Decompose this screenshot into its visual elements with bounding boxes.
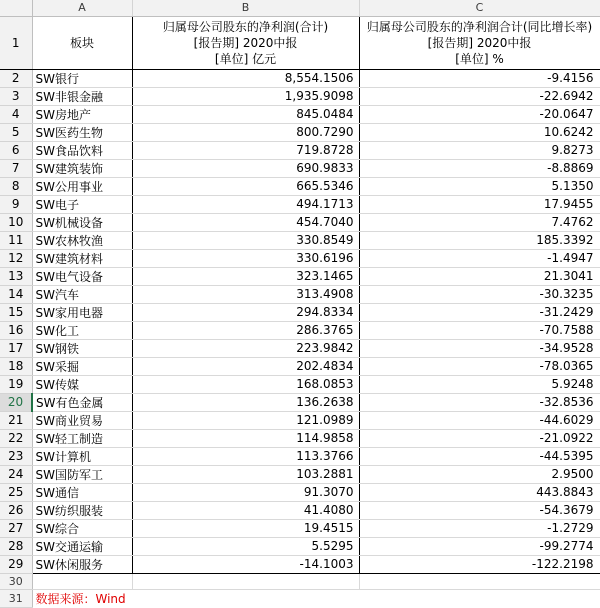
table-row xyxy=(0,537,600,555)
row-number[interactable]: 31 xyxy=(0,590,32,608)
cell-net-profit[interactable]: 114.9858 xyxy=(132,429,359,447)
cell-yoy-growth[interactable]: -78.0365 xyxy=(359,357,600,375)
header-cell-sector[interactable] xyxy=(32,16,132,69)
cell-net-profit[interactable]: 494.1713 xyxy=(132,195,359,213)
row-number[interactable]: 19 xyxy=(0,375,32,393)
row-number[interactable]: 16 xyxy=(0,321,32,339)
cell-yoy-growth[interactable]: -20.0647 xyxy=(359,105,600,123)
cell-sector[interactable]: SW通信 xyxy=(32,483,132,501)
cell-sector[interactable]: SW轻工制造 xyxy=(32,429,132,447)
table-header-row xyxy=(0,16,600,69)
header-growth-unit: [单位] % xyxy=(455,51,504,66)
row-number[interactable]: 8 xyxy=(0,177,32,195)
cell-net-profit[interactable]: 103.2881 xyxy=(132,465,359,483)
row-number[interactable]: 13 xyxy=(0,267,32,285)
row-number[interactable]: 9 xyxy=(0,195,32,213)
header-cell-growth[interactable] xyxy=(359,16,600,69)
cell-yoy-growth[interactable]: -44.6029 xyxy=(359,411,600,429)
cell-yoy-growth[interactable]: 185.3392 xyxy=(359,231,600,249)
cell-net-profit[interactable]: 286.3765 xyxy=(132,321,359,339)
cell-sector[interactable]: SW计算机 xyxy=(32,447,132,465)
cell-net-profit[interactable]: 8,554.1506 xyxy=(132,69,359,87)
table-row xyxy=(0,303,600,321)
cell-sector[interactable]: SW房地产 xyxy=(32,105,132,123)
row-number[interactable]: 22 xyxy=(0,429,32,447)
row-number[interactable]: 20 xyxy=(0,393,32,411)
row-number[interactable]: 18 xyxy=(0,357,32,375)
cell-sector[interactable]: SW医药生物 xyxy=(32,123,132,141)
cell-net-profit[interactable]: 1,935.9098 xyxy=(132,87,359,105)
empty-cell[interactable] xyxy=(32,573,132,590)
row-number[interactable]: 3 xyxy=(0,87,32,105)
table-row xyxy=(0,231,600,249)
cell-net-profit[interactable]: 5.5295 xyxy=(132,537,359,555)
table-row xyxy=(0,555,600,573)
cell-net-profit[interactable]: 330.6196 xyxy=(132,249,359,267)
row-number[interactable]: 29 xyxy=(0,555,32,573)
cell-sector[interactable]: SW农林牧渔 xyxy=(32,231,132,249)
cell-yoy-growth[interactable]: 5.9248 xyxy=(359,375,600,393)
cell-net-profit[interactable]: 113.3766 xyxy=(132,447,359,465)
cell-yoy-growth[interactable]: 5.1350 xyxy=(359,177,600,195)
column-header-row xyxy=(0,0,600,16)
cell-sector[interactable]: SW机械设备 xyxy=(32,213,132,231)
table-row xyxy=(0,321,600,339)
empty-cell[interactable] xyxy=(359,573,600,590)
cell-yoy-growth[interactable]: -21.0922 xyxy=(359,429,600,447)
cell-sector[interactable]: SW化工 xyxy=(32,321,132,339)
table-row xyxy=(0,177,600,195)
cell-sector[interactable]: SW非银金融 xyxy=(32,87,132,105)
cell-sector[interactable]: SW电子 xyxy=(32,195,132,213)
table-row xyxy=(0,87,600,105)
cell-sector[interactable]: SW建筑材料 xyxy=(32,249,132,267)
cell-yoy-growth[interactable]: -8.8869 xyxy=(359,159,600,177)
cell-yoy-growth[interactable]: -99.2774 xyxy=(359,537,600,555)
cell-yoy-growth[interactable]: 9.8273 xyxy=(359,141,600,159)
cell-sector[interactable]: SW家用电器 xyxy=(32,303,132,321)
table-row xyxy=(0,141,600,159)
cell-net-profit[interactable]: -14.1003 xyxy=(132,555,359,573)
table-row xyxy=(0,105,600,123)
table-row-empty xyxy=(0,573,600,590)
cell-yoy-growth[interactable]: 2.9500 xyxy=(359,465,600,483)
cell-yoy-growth[interactable]: -9.4156 xyxy=(359,69,600,87)
empty-cell[interactable] xyxy=(132,573,359,590)
cell-yoy-growth[interactable]: -1.2729 xyxy=(359,519,600,537)
cell-sector[interactable]: SW公用事业 xyxy=(32,177,132,195)
cell-yoy-growth[interactable]: -54.3679 xyxy=(359,501,600,519)
cell-net-profit[interactable]: 454.7040 xyxy=(132,213,359,231)
row-number[interactable]: 24 xyxy=(0,465,32,483)
table-row xyxy=(0,465,600,483)
cell-yoy-growth[interactable]: 7.4762 xyxy=(359,213,600,231)
cell-net-profit[interactable]: 91.3070 xyxy=(132,483,359,501)
table-row xyxy=(0,429,600,447)
cell-yoy-growth[interactable]: -1.4947 xyxy=(359,249,600,267)
header-profit-title: 归属母公司股东的净利润(合计) xyxy=(162,19,329,34)
cell-yoy-growth[interactable]: 21.3041 xyxy=(359,267,600,285)
cell-yoy-growth[interactable]: 17.9455 xyxy=(359,195,600,213)
column-header-b[interactable]: B xyxy=(132,0,359,16)
cell-net-profit[interactable]: 121.0989 xyxy=(132,411,359,429)
cell-net-profit[interactable]: 294.8334 xyxy=(132,303,359,321)
cell-net-profit[interactable]: 202.4834 xyxy=(132,357,359,375)
cell-net-profit[interactable]: 41.4080 xyxy=(132,501,359,519)
table-row xyxy=(0,393,600,411)
cell-yoy-growth[interactable]: -122.2198 xyxy=(359,555,600,573)
cell-sector[interactable]: SW纺织服装 xyxy=(32,501,132,519)
cell-yoy-growth[interactable]: -44.5395 xyxy=(359,447,600,465)
header-growth-title: 归属母公司股东的净利润合计(同比增长率) xyxy=(366,19,593,34)
cell-yoy-growth[interactable]: 443.8843 xyxy=(359,483,600,501)
cell-net-profit[interactable]: 136.2638 xyxy=(132,393,359,411)
cell-yoy-growth[interactable]: -70.7588 xyxy=(359,321,600,339)
table-row xyxy=(0,357,600,375)
cell-yoy-growth[interactable]: -34.9528 xyxy=(359,339,600,357)
row-number[interactable]: 1 xyxy=(0,16,32,69)
table-row xyxy=(0,159,600,177)
row-number[interactable]: 28 xyxy=(0,537,32,555)
cell-net-profit[interactable]: 168.0853 xyxy=(132,375,359,393)
header-sector-label: 板块 xyxy=(69,35,94,50)
cell-sector[interactable]: SW食品饮料 xyxy=(32,141,132,159)
row-number[interactable]: 7 xyxy=(0,159,32,177)
cell-net-profit[interactable]: 330.8549 xyxy=(132,231,359,249)
cell-net-profit[interactable]: 323.1465 xyxy=(132,267,359,285)
select-all-corner[interactable] xyxy=(0,0,32,16)
cell-sector[interactable]: SW建筑装饰 xyxy=(32,159,132,177)
row-number[interactable]: 21 xyxy=(0,411,32,429)
cell-net-profit[interactable]: 313.4908 xyxy=(132,285,359,303)
cell-net-profit[interactable]: 223.9842 xyxy=(132,339,359,357)
cell-yoy-growth[interactable]: -30.3235 xyxy=(359,285,600,303)
cell-yoy-growth[interactable]: -32.8536 xyxy=(359,393,600,411)
row-number[interactable]: 30 xyxy=(0,573,32,590)
cell-net-profit[interactable]: 719.8728 xyxy=(132,141,359,159)
cell-sector[interactable]: SW电气设备 xyxy=(32,267,132,285)
header-profit-unit: [单位] 亿元 xyxy=(214,51,277,66)
row-number[interactable]: 11 xyxy=(0,231,32,249)
source-note[interactable]: 数据来源：Wind xyxy=(35,592,126,607)
cell-net-profit[interactable]: 690.9833 xyxy=(132,159,359,177)
table-row xyxy=(0,123,600,141)
row-number[interactable]: 5 xyxy=(0,123,32,141)
table-row xyxy=(0,285,600,303)
table-row xyxy=(0,501,600,519)
cell-yoy-growth[interactable]: -31.2429 xyxy=(359,303,600,321)
row-number[interactable]: 17 xyxy=(0,339,32,357)
header-profit-period: [报告期] 2020中报 xyxy=(193,35,298,50)
table-row xyxy=(0,213,600,231)
cell-net-profit[interactable]: 845.0484 xyxy=(132,105,359,123)
header-growth-period: [报告期] 2020中报 xyxy=(427,35,532,50)
cell-sector[interactable]: SW交通运输 xyxy=(32,537,132,555)
cell-yoy-growth[interactable]: 10.6242 xyxy=(359,123,600,141)
row-number[interactable]: 26 xyxy=(0,501,32,519)
cell-net-profit[interactable]: 665.5346 xyxy=(132,177,359,195)
row-number[interactable]: 15 xyxy=(0,303,32,321)
row-number[interactable]: 6 xyxy=(0,141,32,159)
source-row xyxy=(0,590,600,608)
table-row xyxy=(0,519,600,537)
row-number[interactable]: 4 xyxy=(0,105,32,123)
row-number[interactable]: 25 xyxy=(0,483,32,501)
table-row xyxy=(0,249,600,267)
cell-net-profit[interactable]: 19.4515 xyxy=(132,519,359,537)
header-cell-profit[interactable] xyxy=(132,16,359,69)
cell-sector[interactable]: SW休闲服务 xyxy=(32,555,132,573)
table-row xyxy=(0,69,600,87)
table-row xyxy=(0,339,600,357)
row-number[interactable]: 2 xyxy=(0,69,32,87)
table-row xyxy=(0,411,600,429)
table-row xyxy=(0,375,600,393)
column-header-c[interactable]: C xyxy=(359,0,600,16)
cell-yoy-growth[interactable]: -22.6942 xyxy=(359,87,600,105)
cell-sector[interactable]: SW汽车 xyxy=(32,285,132,303)
row-number[interactable]: 14 xyxy=(0,285,32,303)
cell-net-profit[interactable]: 800.7290 xyxy=(132,123,359,141)
table-row xyxy=(0,195,600,213)
row-number[interactable]: 27 xyxy=(0,519,32,537)
row-number[interactable]: 12 xyxy=(0,249,32,267)
cell-sector[interactable]: SW传媒 xyxy=(32,375,132,393)
cell-sector[interactable]: SW商业贸易 xyxy=(32,411,132,429)
table-row xyxy=(0,267,600,285)
cell-sector[interactable]: SW银行 xyxy=(32,69,132,87)
cell-sector[interactable]: SW钢铁 xyxy=(32,339,132,357)
row-number[interactable]: 10 xyxy=(0,213,32,231)
table-row xyxy=(0,447,600,465)
cell-sector[interactable]: SW国防军工 xyxy=(32,465,132,483)
row-number[interactable]: 23 xyxy=(0,447,32,465)
table-row xyxy=(0,483,600,501)
cell-sector[interactable]: SW有色金属 xyxy=(32,393,132,411)
cell-sector[interactable]: SW综合 xyxy=(32,519,132,537)
column-header-a[interactable]: A xyxy=(32,0,132,16)
cell-sector[interactable]: SW采掘 xyxy=(32,357,132,375)
